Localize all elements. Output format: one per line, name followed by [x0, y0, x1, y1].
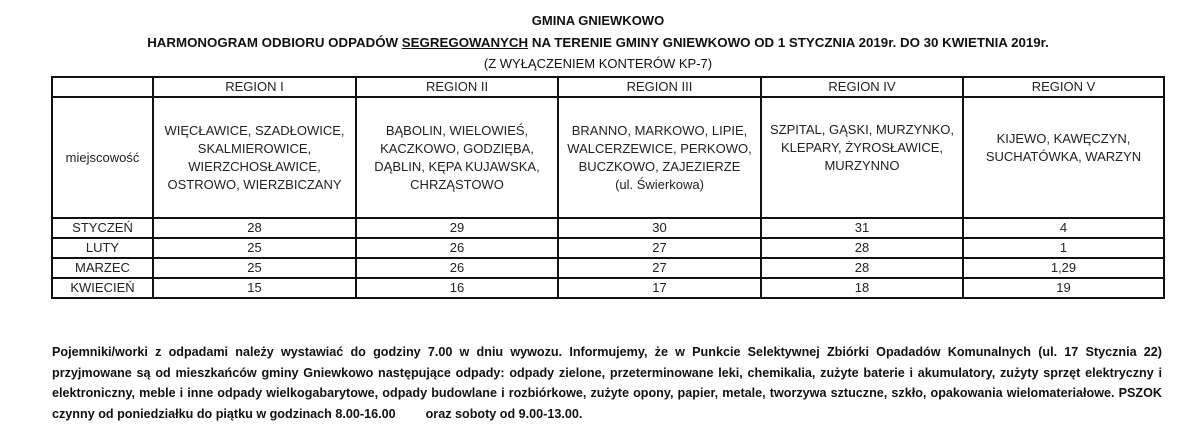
day-cell: 28 — [153, 218, 356, 238]
locality-line: DĄBLIN, KĘPA KUJAWSKA, — [374, 158, 540, 174]
day-cell: 19 — [963, 278, 1164, 298]
day-cell: 29 — [356, 218, 558, 238]
day-cell: 17 — [558, 278, 761, 298]
month-row — [52, 218, 1164, 238]
locality-line: BĄBOLIN, WIELOWIEŚ, — [385, 122, 529, 138]
locality-row — [52, 97, 1164, 218]
locality-line: OSTROWO, WIERZBICZANY — [167, 176, 342, 192]
region-header: REGION V — [963, 77, 1164, 97]
locality-line: (ul. Świerkowa) — [615, 176, 704, 192]
day-cell: 16 — [356, 278, 558, 298]
day-cell: 1,29 — [963, 258, 1164, 278]
locality-line: KLEPARY, ŻYROSŁAWICE, — [780, 139, 944, 155]
day-cell: 25 — [153, 258, 356, 278]
locality-line: KIJEWO, KAWĘCZYN, — [996, 130, 1131, 146]
subtitle-prefix: HARMONOGRAM ODBIORU ODPADÓW — [147, 35, 402, 50]
locality-cell — [153, 97, 356, 218]
locality-line: WIERZCHOSŁAWICE, — [188, 158, 321, 174]
day-cell: 25 — [153, 238, 356, 258]
corner-cell — [52, 77, 153, 97]
region-header: REGION I — [153, 77, 356, 97]
region-header-row — [52, 77, 1164, 97]
month-row — [52, 258, 1164, 278]
locality-cell — [558, 97, 761, 218]
locality-line: KACZKOWO, GODZIĘBA, — [380, 140, 534, 156]
month-label: MARZEC — [52, 258, 153, 278]
day-cell: 27 — [558, 258, 761, 278]
locality-cell — [963, 97, 1164, 218]
day-cell: 15 — [153, 278, 356, 298]
document-subtitle — [0, 35, 1196, 50]
region-header: REGION IV — [761, 77, 963, 97]
locality-label: miejscowość — [52, 97, 153, 218]
region-header: REGION II — [356, 77, 558, 97]
month-row — [52, 278, 1164, 298]
month-label: KWIECIEŃ — [52, 278, 153, 298]
footer-note — [52, 342, 1162, 424]
day-cell: 30 — [558, 218, 761, 238]
locality-cell — [356, 97, 558, 218]
locality-line: CHRZĄSTOWO — [410, 176, 504, 192]
document-note: (Z WYŁĄCZENIEM KONTERÓW KP-7) — [483, 56, 713, 71]
day-cell: 31 — [761, 218, 963, 238]
region-header: REGION III — [558, 77, 761, 97]
footer-text-tail: oraz soboty od 9.00-13.00. — [425, 406, 583, 421]
day-cell: 4 — [963, 218, 1164, 238]
day-cell: 26 — [356, 238, 558, 258]
locality-line: SUCHATÓWKA, WARZYN — [985, 148, 1142, 164]
locality-line: BRANNO, MARKOWO, LIPIE, — [571, 122, 748, 138]
day-cell: 26 — [356, 258, 558, 278]
locality-line: SZPITAL, GĄSKI, MURZYNKO, — [770, 121, 954, 137]
locality-line: WALCERZEWICE, PERKOWO, — [567, 140, 752, 156]
document-title: GMINA GNIEWKOWO — [531, 13, 665, 28]
schedule-table — [51, 76, 1165, 299]
subtitle-underlined: SEGREGOWANYCH — [401, 35, 529, 50]
day-cell: 27 — [558, 238, 761, 258]
locality-line: MURZYNNO — [824, 157, 900, 173]
footer-text: Pojemniki/worki z odpadami należy wystawiać do godziny 7.00 w dniu wywozu. Informujemy, że w Punkcie Selektywnej Zbiórki Opadadów Komunalnych (ul. 17 Stycznia 22) przyjmowane są od mieszkańców gminy Gniewkowo następujące odpady: odpady zielone, przeterminowane leki, chemikalia, zużyte baterie i akumulatory, zużyty sprzęt elektryczny i elektroniczny, meble i inne odpady wielkogabarytowe, odpady budowlane i rozbiórkowe, zużyte opony, papier, metale, tworzywa sztuczne, szkło, opakowania wielomateriałowe. PSZOK czynny od poniedziałku do piątku w godzinach 8.00-16.00 — [52, 345, 1162, 421]
locality-line: WIĘCŁAWICE, SZADŁOWICE, — [164, 122, 345, 138]
locality-line: SKALMIEROWICE, — [197, 140, 312, 156]
month-row — [52, 238, 1164, 258]
subtitle-suffix: NA TERENIE GMINY GNIEWKOWO OD 1 STYCZNIA 2019r. DO 30 KWIETNIA 2019r. — [528, 35, 1049, 50]
locality-line: BUCZKOWO, ZAJEZIERZE — [578, 158, 741, 174]
month-label: STYCZEŃ — [52, 218, 153, 238]
locality-cell — [761, 97, 963, 218]
day-cell: 28 — [761, 258, 963, 278]
day-cell: 28 — [761, 238, 963, 258]
day-cell: 18 — [761, 278, 963, 298]
day-cell: 1 — [963, 238, 1164, 258]
month-label: LUTY — [52, 238, 153, 258]
